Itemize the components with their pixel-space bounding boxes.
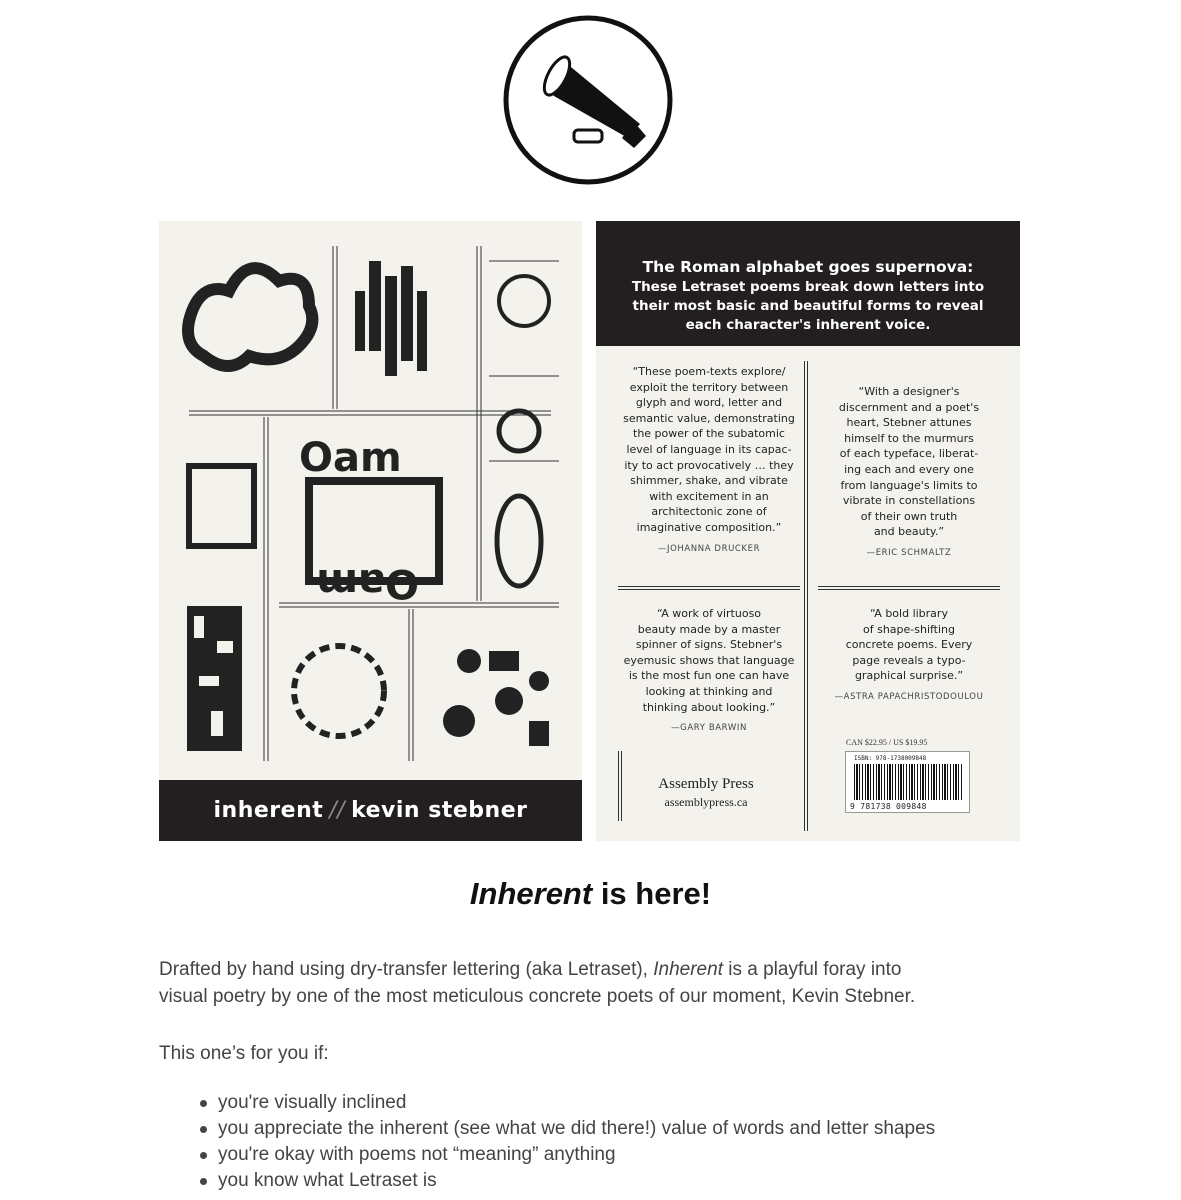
book-author: kevin stebner (351, 798, 528, 823)
quote-papachristodoulou: “A bold library of shape-shifting concrete poems. Every page reveals a typo- graphical surprise.” —ASTRA PAPACHRISTODOULOU (818, 606, 1000, 706)
publisher-block (636, 776, 776, 810)
back-blurb: These Letraset poems break down letters into their most basic and beautiful forms to reveal each character's inherent voice. (631, 279, 985, 333)
list-item: you know what Letraset is (218, 1168, 935, 1194)
isbn-barcode (845, 751, 970, 813)
quote-attribution: —ASTRA PAPACHRISTODOULOU (834, 691, 984, 702)
svg-text:Oam: Oam (299, 435, 402, 481)
back-cover-header (596, 221, 1020, 346)
list-item: you're visually inclined (218, 1090, 935, 1116)
front-title-bar (159, 780, 582, 841)
isbn-number: 9 781738 009848 (850, 802, 927, 811)
divider (818, 586, 1000, 590)
publisher-name: Assembly Press (658, 776, 754, 792)
audience-intro: This one’s for you if: (159, 1043, 329, 1064)
quote-drucker: “These poem-texts explore/ exploit the territory between glyph and word, letter and semantic value, demonstrating the power of the subatomic level of language in its capac- ity to act provocatively … they shimmer, shake, and vibrate with excitement in an architectonic zone of imaginative composition.” —JOHANNA DRUCKER (618, 364, 800, 557)
list-item: you appreciate the inherent (see what we did there!) value of words and letter shapes (218, 1116, 935, 1142)
list-item: you're okay with poems not “meaning” anything (218, 1142, 935, 1168)
quote-attribution: —ERIC SCHMALTZ (866, 547, 952, 558)
megaphone-logo (502, 14, 674, 186)
svg-text:Oam: Oam (316, 560, 419, 606)
book-cover-spread (159, 221, 1020, 841)
audience-list (218, 1090, 935, 1194)
divider (618, 586, 800, 590)
quote-barwin: “A work of virtuoso beauty made by a master spinner of signs. Stebner's eyemusic shows that language is the most fun one can have looking at thinking and thinking about looking.” —GARY BARWIN (618, 606, 800, 737)
quote-schmaltz: “With a designer's discernment and a poet's heart, Stebner attunes himself to the murmurs of each typeface, liberat- ing each and every one from language's limits to vibrate in constellations of their own truth and beauty.” —ERIC SCHMALTZ (818, 384, 1000, 562)
announcement-description: Drafted by hand using dry-transfer lettering (aka Letraset), Inherent is a playful foray into visual poetry by one of the most meticulous concrete poets of our moment, Kevin Stebner. (159, 959, 916, 1007)
front-cover (159, 221, 582, 841)
quote-attribution: —GARY BARWIN (671, 723, 747, 734)
concrete-poem-artwork (159, 221, 582, 780)
isbn-label: ISBN: 978-1738009848 (854, 755, 927, 762)
barcode-bars (854, 764, 962, 800)
title-separator: // (329, 798, 346, 823)
announcement-title: Inherent is here! (469, 876, 712, 911)
divider (804, 361, 808, 831)
price-label: CAN $22.95 / US $19.95 (846, 738, 928, 747)
divider (618, 751, 622, 821)
quote-attribution: —JOHANNA DRUCKER (657, 543, 761, 554)
publisher-url: assemblypress.ca (664, 795, 748, 809)
back-headline: The Roman alphabet goes supernova: (642, 258, 974, 276)
book-title: inherent (213, 798, 324, 823)
back-cover (596, 221, 1020, 841)
